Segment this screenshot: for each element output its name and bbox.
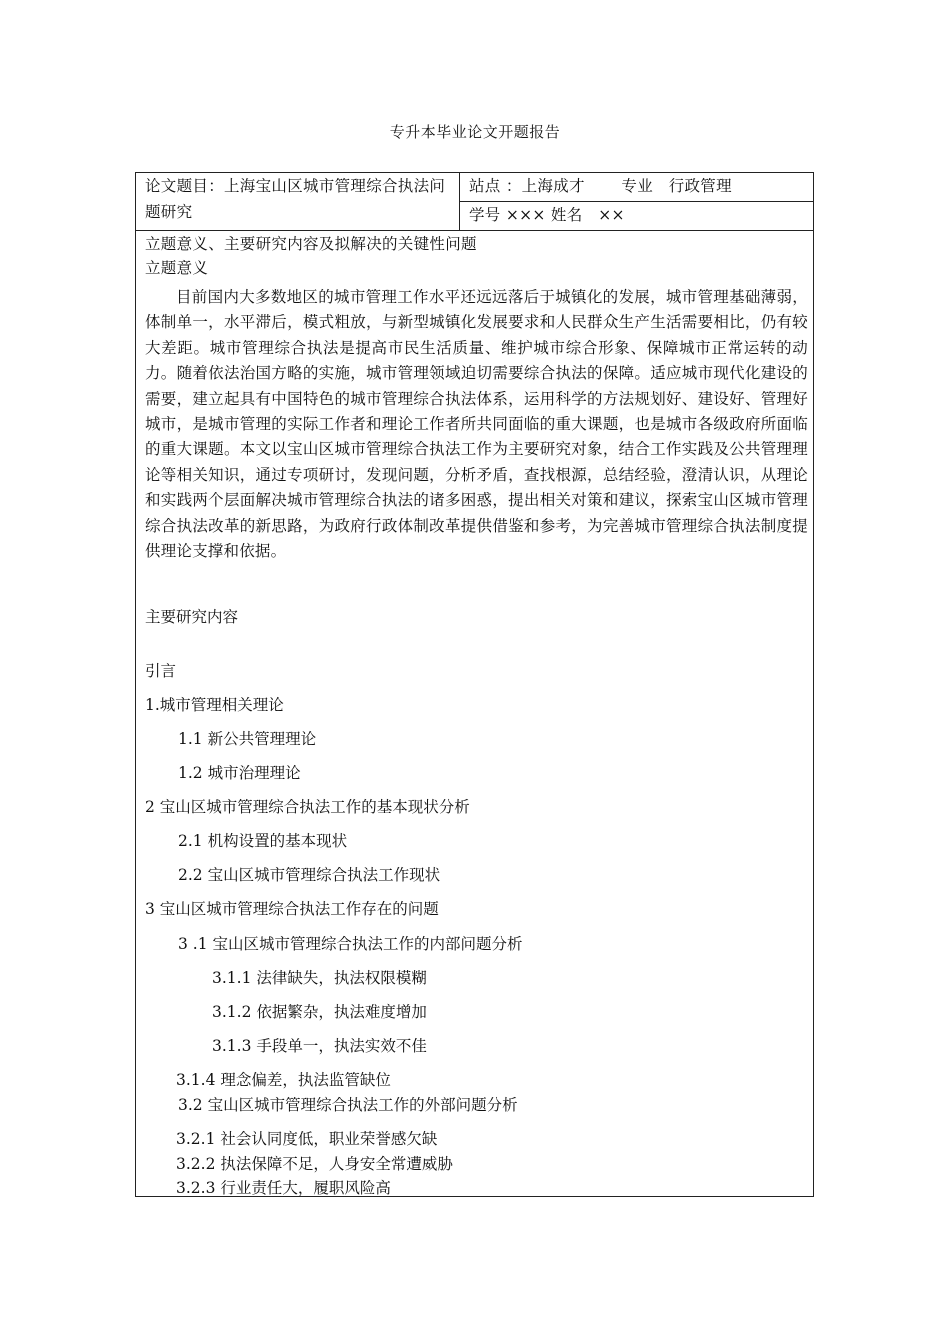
outline-item: 3 宝山区城市管理综合执法工作存在的问题	[145, 900, 439, 918]
outline-item: 3.2.3 行业责任大，履职风险高	[176, 1179, 391, 1197]
station-major-field: 站点 ：上海成才 专业 行政管理	[469, 177, 732, 195]
outline-item: 2 宝山区城市管理综合执法工作的基本现状分析	[145, 798, 470, 816]
thesis-title-label: 论文题目：上海宝山区城市管理综合执法问题研究	[145, 177, 446, 221]
document-title: 专升本毕业论文开题报告	[389, 123, 561, 141]
proposal-form-table	[135, 172, 814, 1197]
outline-item: 3.2.2 执法保障不足，人身安全常遭威胁	[176, 1155, 453, 1173]
outline-item: 3.1.1 法律缺失，执法权限模糊	[212, 969, 427, 987]
outline-item: 3.1.2 依据繁杂，执法难度增加	[212, 1003, 427, 1021]
outline-item: 引言	[145, 662, 177, 680]
outline-item: 2.1 机构设置的基本现状	[178, 832, 348, 850]
outline-item: 3.1.4 理念偏差，执法监管缺位	[176, 1071, 391, 1089]
outline-item: 3.2 宝山区城市管理综合执法工作的外部问题分析	[178, 1096, 518, 1114]
research-content-heading: 主要研究内容	[145, 608, 239, 626]
outline-item: 3.1.3 手段单一，执法实效不佳	[212, 1037, 427, 1055]
outline-item: 2.2 宝山区城市管理综合执法工作现状	[178, 866, 441, 884]
significance-paragraph: 目前国内大多数地区的城市管理工作水平还远远落后于城镇化的发展，城市管理基础薄弱，体制单一，水平滞后，模式粗放，与新型城镇化发展要求和人民群众生产生活需要相比，仍有较大差距。城市管理综合执法是提高市民生活质量、维护城市综合形象、保障城市正常运转的动力。随着依法治国方略的实施，城市管理领域迫切需要综合执法的保障。适应城市现代化建设的需要，建立起具有中国特色的城市管理综合执法体系，运用科学的方法规划好、建设好、管理好城市，是城市管理的实际工作者和理论工作者所共同面临的重大课题，也是城市各级政府所面临的重大课题。本文以宝山区城市管理综合执法工作为主要研究对象，结合工作实践及公共管理理论等相关知识，通过专项研讨，发现问题，分析矛盾，查找根源，总结经验，澄清认识，从理论和实践两个层面解决城市管理综合执法的诸多困惑，提出相关对策和建议，探索宝山区城市管理综合执法改革的新思路，为政府行政体制改革提供借鉴和参考，为完善城市管理综合执法制度提供理论支撑和依据。	[145, 288, 808, 561]
outline-item: 1.1 新公共管理理论	[178, 730, 317, 748]
student-info-field: 学号 ××× 姓名 ××	[469, 206, 625, 224]
outline-item: 1.城市管理相关理论	[145, 696, 284, 714]
section-heading: 立题意义、主要研究内容及拟解决的关键性问题	[145, 235, 477, 253]
outline-item: 3.2.1 社会认同度低，职业荣誉感欠缺	[176, 1130, 438, 1148]
significance-heading: 立题意义	[145, 259, 209, 277]
outline-item: 3 .1 宝山区城市管理综合执法工作的内部问题分析	[178, 935, 523, 953]
outline-item: 1.2 城市治理理论	[178, 764, 301, 782]
